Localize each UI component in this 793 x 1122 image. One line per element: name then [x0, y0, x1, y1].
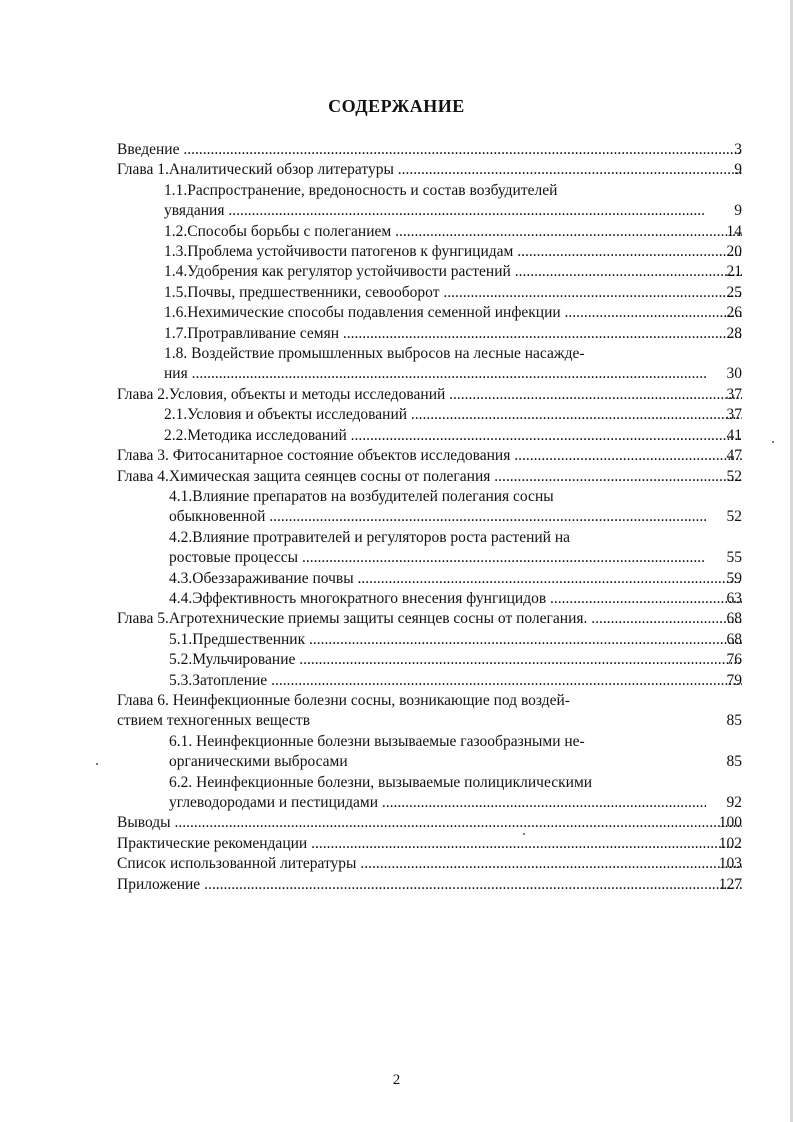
toc-entry-text-line1: 6.2. Неинфекционные болезни, вызываемые полициклическими — [169, 773, 593, 791]
toc-page-number: 52 — [726, 508, 742, 526]
toc-page-number: 85 — [726, 753, 742, 771]
toc-entry-text: 4.4.Эффективность многократного внесения фунгицидов ..... — [169, 589, 742, 609]
toc-entry-chapter-3 — [117, 446, 742, 466]
toc-entry-text: Глава 1.Аналитический обзор литературы ..... — [117, 160, 742, 180]
toc-entry-chapter-5 — [117, 609, 742, 629]
toc-entry-text-line1: 4.1.Влияние препаратов на возбудителей полегания сосны — [169, 487, 554, 505]
toc-entry-text-line1: 6.1. Неинфекционные болезни вызываемые газообразными не- — [169, 732, 585, 750]
toc-entry-section-6-1 — [117, 732, 742, 773]
toc-entry-text: 2.2.Методика исследований ..... — [164, 426, 742, 446]
toc-entry-text: 1.3.Проблема устойчивости патогенов к фунгицидам ..... — [164, 242, 742, 262]
toc-page-number: 25 — [726, 283, 742, 301]
toc-entry-text: Глава 2.Условия, объекты и методы исследований ..... — [117, 385, 742, 405]
toc-entry-section-4-4 — [117, 589, 742, 609]
toc-entry-chapter-2 — [117, 385, 742, 405]
toc-entry-appendix — [117, 875, 742, 895]
toc-entry-text: 1.7.Протравливание семян ..... — [164, 324, 742, 344]
toc-entry-text: Глава 5.Агротехнические приемы защиты сеянцев сосны от полегания. ..... — [117, 609, 742, 629]
toc-page-number: 85 — [726, 712, 742, 730]
table-of-contents — [117, 140, 742, 895]
toc-entry-text: Выводы ..... — [117, 813, 742, 833]
toc-entry-section-1-3 — [117, 242, 742, 262]
toc-entry-text: 4.3.Обеззараживание почвы ..... — [169, 569, 742, 589]
toc-page-number: 3 — [734, 141, 742, 158]
toc-page-number: 92 — [726, 794, 742, 811]
toc-entry-references — [117, 854, 742, 874]
toc-entry-text: 1.5.Почвы, предшественники, севооборот ..... — [164, 283, 742, 303]
toc-entry-section-2-1 — [117, 405, 742, 425]
toc-entry-text-line2: органическими выбросами — [169, 753, 348, 771]
toc-entry-text-line2: обыкновенной ..... — [169, 507, 706, 527]
toc-page-number: 68 — [726, 610, 742, 628]
toc-entry-text: 5.1.Предшественник ..... — [169, 630, 742, 650]
toc-page-number: 30 — [726, 365, 742, 383]
toc-entry-text: Список использованной литературы ..... — [117, 854, 742, 874]
toc-entry-section-1-4 — [117, 262, 742, 282]
toc-page-number: 52 — [726, 467, 742, 485]
toc-entry-text: 1.2.Способы борьбы с полеганием ..... — [164, 222, 742, 242]
toc-entry-text: 1.4.Удобрения как регулятор устойчивости растений ..... — [164, 262, 742, 282]
toc-page-number: 59 — [726, 569, 742, 587]
page-number-footer: 2 — [392, 1072, 401, 1088]
toc-page-number: 63 — [726, 589, 742, 607]
toc-page-number: 41 — [726, 426, 742, 444]
toc-entry-section-4-1 — [117, 487, 742, 528]
toc-entry-text-line2: ния ..... — [164, 364, 706, 384]
toc-entry-section-2-2 — [117, 426, 742, 446]
toc-page-number: 14 — [726, 222, 742, 240]
scan-speck — [772, 441, 774, 443]
toc-page-number: 28 — [726, 324, 742, 342]
toc-page-number: 103 — [718, 855, 742, 873]
toc-page-number: 26 — [726, 304, 742, 322]
toc-entry-section-5-1 — [117, 630, 742, 650]
toc-page-number: 55 — [726, 549, 742, 567]
toc-page-number: 20 — [726, 243, 742, 261]
toc-page-number: 9 — [734, 202, 742, 220]
toc-entry-text-line1: 4.2.Влияние протравителей и регуляторов роста растений на — [169, 528, 571, 546]
toc-page-number: 37 — [726, 406, 742, 424]
scan-speck — [523, 833, 525, 835]
toc-entry-text: Глава 3. Фитосанитарное состояние объектов исследования ..... — [117, 446, 742, 466]
toc-entry-conclusions — [117, 813, 742, 833]
toc-page-number: 47 — [726, 447, 742, 465]
toc-entry-text-line2: ствием техногенных веществ — [117, 712, 311, 730]
toc-entry-text: 2.1.Условия и объекты исследований ..... — [164, 405, 742, 425]
toc-entry-chapter-6 — [117, 691, 742, 732]
toc-entry-text: Введение ..... — [117, 140, 742, 160]
toc-page-number: 127 — [718, 875, 742, 893]
toc-entry-text: 1.6.Нехимические способы подавления семенной инфекции ..... — [164, 303, 742, 323]
toc-entry-text-line1: 1.8. Воздействие промышленных выбросов на лесные насажде- — [164, 345, 585, 363]
toc-page-number: 100 — [718, 814, 742, 832]
toc-entry-text-line1: Глава 6. Неинфекционные болезни сосны, возникающие под воздей- — [117, 691, 570, 709]
toc-entry-section-4-3 — [117, 569, 742, 589]
toc-entry-text-line1: 1.1.Распространение, вредоносность и состав возбудителей — [164, 181, 558, 199]
toc-entry-introduction — [117, 140, 742, 160]
toc-entry-recommendations — [117, 834, 742, 854]
toc-entry-text-line2: увядания ..... — [164, 201, 706, 221]
scan-speck — [96, 763, 98, 765]
toc-entry-section-1-5 — [117, 283, 742, 303]
toc-entry-section-1-6 — [117, 303, 742, 323]
toc-page-number: 68 — [726, 630, 742, 648]
toc-page-number: 9 — [734, 161, 742, 179]
toc-entry-text-line2: ростовые процессы ..... — [169, 548, 706, 568]
toc-entry-section-6-2 — [117, 773, 742, 814]
toc-entry-section-1-8 — [117, 344, 742, 385]
toc-entry-text-line2: углеводородами и пестицидами ..... — [169, 793, 706, 813]
toc-page-number: 37 — [726, 385, 742, 403]
toc-entry-section-4-2 — [117, 528, 742, 569]
toc-entry-section-1-1 — [117, 181, 742, 222]
toc-entry-section-5-2 — [117, 650, 742, 670]
toc-page-number: 21 — [726, 263, 742, 281]
toc-entry-section-1-2 — [117, 222, 742, 242]
toc-entry-section-1-7 — [117, 324, 742, 344]
toc-entry-chapter-1 — [117, 160, 742, 180]
toc-entry-text: 5.2.Мульчирование ..... — [169, 650, 742, 670]
toc-page-number: 76 — [726, 651, 742, 669]
toc-entry-text: Приложение ..... — [117, 875, 742, 895]
toc-entry-chapter-4 — [117, 467, 742, 487]
toc-entry-text: 5.3.Затопление ..... — [169, 671, 742, 691]
toc-page-number: 79 — [726, 671, 742, 689]
page-title: СОДЕРЖАНИЕ — [328, 96, 465, 116]
toc-entry-text: Глава 4.Химическая защита сеянцев сосны от полегания ..... — [117, 467, 742, 487]
toc-page-number: 102 — [718, 834, 742, 852]
toc-entry-text: Практические рекомендации ..... — [117, 834, 742, 854]
toc-entry-section-5-3 — [117, 671, 742, 691]
